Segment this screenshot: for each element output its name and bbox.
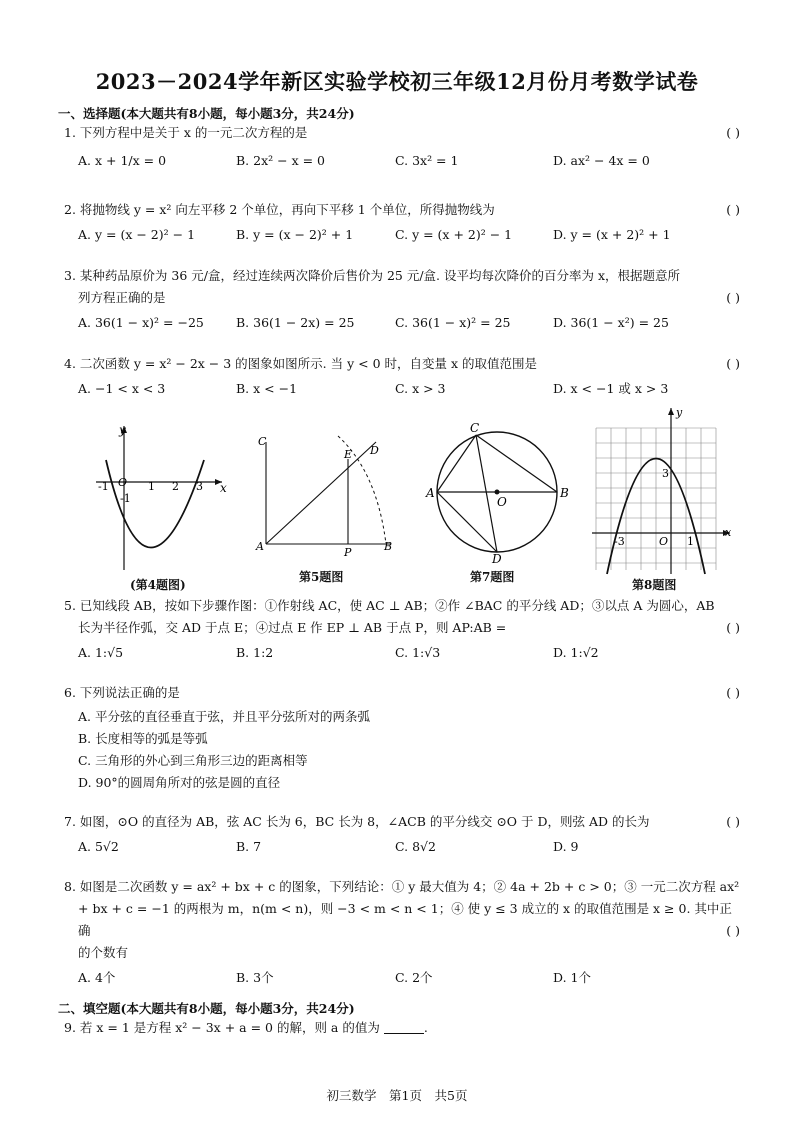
- point-label: D: [492, 552, 502, 565]
- answer-paren: ( ): [726, 202, 740, 217]
- question-7: [64, 811, 740, 858]
- question-stem-line2: 列方程正确的是: [78, 290, 166, 305]
- question-5: [64, 595, 740, 664]
- option-d: D. ax² − 4x = 0: [553, 153, 650, 168]
- page-title: 2023－2024学年新区实验学校初三年级12月份月考数学试卷: [95, 69, 699, 94]
- point-label: D: [370, 444, 379, 457]
- tick-label: -1: [98, 480, 109, 493]
- axis-label-y: y: [119, 423, 126, 437]
- point-label: P: [344, 546, 352, 559]
- answer-blank: [384, 1019, 424, 1034]
- option-d: D. 1:√2: [553, 645, 599, 660]
- option-c: C. 36(1 − x)² = 25: [395, 315, 511, 330]
- figure-caption: 第5题图: [299, 570, 344, 584]
- question-4: [64, 353, 740, 400]
- option-c: C. 三角形的外心到三角形三边的距离相等: [78, 753, 308, 768]
- option-c: C. 1:√3: [395, 645, 441, 660]
- option-c: C. 3x² = 1: [395, 153, 459, 168]
- option-d: D. 36(1 − x²) = 25: [553, 315, 669, 330]
- question-stem-line2: + bx + c = −1 的两根为 m，n(m < n)，则 −3 < m < n < 1；④ 使 y ≤ 3 成立的 x 的取值范围是 x ≥ 0. 其中正确: [78, 901, 732, 938]
- origin-label: O: [118, 476, 128, 489]
- question-stem: 4. 二次函数 y = x² − 2x − 3 的图象如图所示. 当 y < 0 时，自变量 x 的取值范围是: [64, 356, 538, 371]
- option-d: D. 90°的圆周角所对的弦是圆的直径: [78, 775, 281, 790]
- axis-label-x: x: [725, 526, 732, 539]
- option-b: B. 1:2: [236, 645, 274, 660]
- option-b: B. y = (x − 2)² + 1: [236, 227, 354, 242]
- answer-paren: ( ): [726, 290, 740, 305]
- answer-paren: ( ): [726, 685, 740, 700]
- figure-caption: 第8题图: [632, 578, 677, 592]
- option-a: A. −1 < x < 3: [78, 381, 166, 396]
- question-stem: 1. 下列方程中是关于 x 的一元二次方程的是: [64, 125, 308, 140]
- option-c: C. 2个: [395, 970, 433, 985]
- point-label: C: [470, 421, 480, 435]
- question-2: [64, 199, 740, 246]
- figure-caption: 第7题图: [470, 570, 515, 584]
- point-label: A: [256, 540, 264, 553]
- option-a: A. x + 1/x = 0: [78, 153, 167, 168]
- option-d: D. y = (x + 2)² + 1: [553, 227, 671, 242]
- page-footer: 初三数学 第1页 共5页: [326, 1088, 468, 1103]
- option-b: B. 36(1 − 2x) = 25: [236, 315, 355, 330]
- question-stem-line2: 长为半径作弧，交 AD 于点 E；④过点 E 作 EP ⊥ AB 于点 P，则 AP:AB =: [78, 620, 507, 635]
- figure-caption: (第4题图): [130, 578, 186, 592]
- question-stem: 7. 如图，⊙O 的直径为 AB，弦 AC 长为 6，BC 长为 8，∠ACB 的平分线交 ⊙O 于 D，则弦 AD 的长为: [64, 814, 650, 829]
- question-stem-line1: 8. 如图是二次函数 y = ax² + bx + c 的图象，下列结论：① y 最大值为 4；② 4a + 2b + c > 0；③ 一元二次方程 ax²: [64, 879, 740, 894]
- answer-paren: ( ): [726, 923, 740, 938]
- option-a: A. 平分弦的直径垂直于弦，并且平分弦所对的两条弧: [78, 709, 370, 724]
- figure-q7-circle: [424, 420, 574, 565]
- point-label: B: [560, 486, 569, 500]
- section-heading-fill: 二、填空题(本大题共有8小题，每小题3分，共24分): [58, 1001, 355, 1016]
- question-stem: 6. 下列说法正确的是: [64, 685, 180, 700]
- figure-q5-construction: [252, 432, 402, 562]
- option-b: B. 长度相等的弧是等弧: [78, 731, 208, 746]
- option-c: C. 8√2: [395, 839, 436, 854]
- point-label: A: [426, 486, 435, 500]
- tick-label: 1: [148, 480, 155, 493]
- answer-paren: ( ): [726, 356, 740, 371]
- option-b: B. 2x² − x = 0: [236, 153, 325, 168]
- point-label: B: [384, 540, 393, 553]
- tick-label: -1: [120, 492, 131, 505]
- axis-label-x: x: [220, 481, 227, 495]
- tick-label: 3: [662, 467, 669, 480]
- answer-paren: ( ): [726, 620, 740, 635]
- question-stem-line1: 5. 已知线段 AB，按如下步骤作图：①作射线 AC，使 AC ⊥ AB；②作 ∠BAC 的平分线 AD；③以点 A 为圆心，AB: [64, 598, 715, 613]
- answer-paren: ( ): [726, 814, 740, 829]
- section-heading-choice: 一、选择题(本大题共有8小题，每小题3分，共24分): [58, 106, 355, 121]
- question-9: [64, 1017, 740, 1039]
- point-label: E: [344, 448, 353, 461]
- option-a: A. 4个: [78, 970, 116, 985]
- figure-q8-parabola-grid: [592, 402, 742, 577]
- point-label: O: [497, 495, 507, 509]
- question-stem: 9. 若 x = 1 是方程 x² − 3x + a = 0 的解，则 a 的值为: [64, 1020, 380, 1035]
- option-a: A. 5√2: [78, 839, 119, 854]
- option-a: A. 36(1 − x)² = −25: [78, 315, 204, 330]
- option-d: D. x < −1 或 x > 3: [553, 381, 669, 396]
- option-c: C. y = (x + 2)² − 1: [395, 227, 513, 242]
- question-3: [64, 265, 740, 334]
- question-1: [64, 122, 740, 172]
- tick-label: -3: [614, 535, 625, 548]
- option-a: A. y = (x − 2)² − 1: [78, 227, 196, 242]
- question-stem: 2. 将抛物线 y = x² 向左平移 2 个单位，再向下平移 1 个单位，所得抛物线为: [64, 202, 495, 217]
- point-label: C: [258, 435, 267, 448]
- question-stem-line1: 3. 某种药品原价为 36 元/盒，经过连续两次降价后售价为 25 元/盒. 设平均每次降价的百分率为 x，根据题意所: [64, 268, 680, 283]
- figure-q4-parabola: [92, 420, 232, 575]
- origin-label: O: [659, 535, 669, 548]
- axis-label-y: y: [676, 406, 683, 419]
- option-d: D. 1个: [553, 970, 591, 985]
- tick-label: 1: [687, 535, 694, 548]
- answer-paren: ( ): [726, 125, 740, 140]
- option-a: A. 1:√5: [78, 645, 124, 660]
- option-b: B. 3个: [236, 970, 274, 985]
- question-stem-end: .: [423, 1020, 428, 1035]
- tick-label: 3: [196, 480, 203, 493]
- option-d: D. 9: [553, 839, 579, 854]
- tick-label: 2: [172, 480, 179, 493]
- option-b: B. 7: [236, 839, 262, 854]
- option-b: B. x < −1: [236, 381, 298, 396]
- question-6: [64, 682, 740, 794]
- option-c: C. x > 3: [395, 381, 446, 396]
- question-8: [64, 876, 740, 989]
- question-stem-line3: 的个数有: [78, 945, 129, 960]
